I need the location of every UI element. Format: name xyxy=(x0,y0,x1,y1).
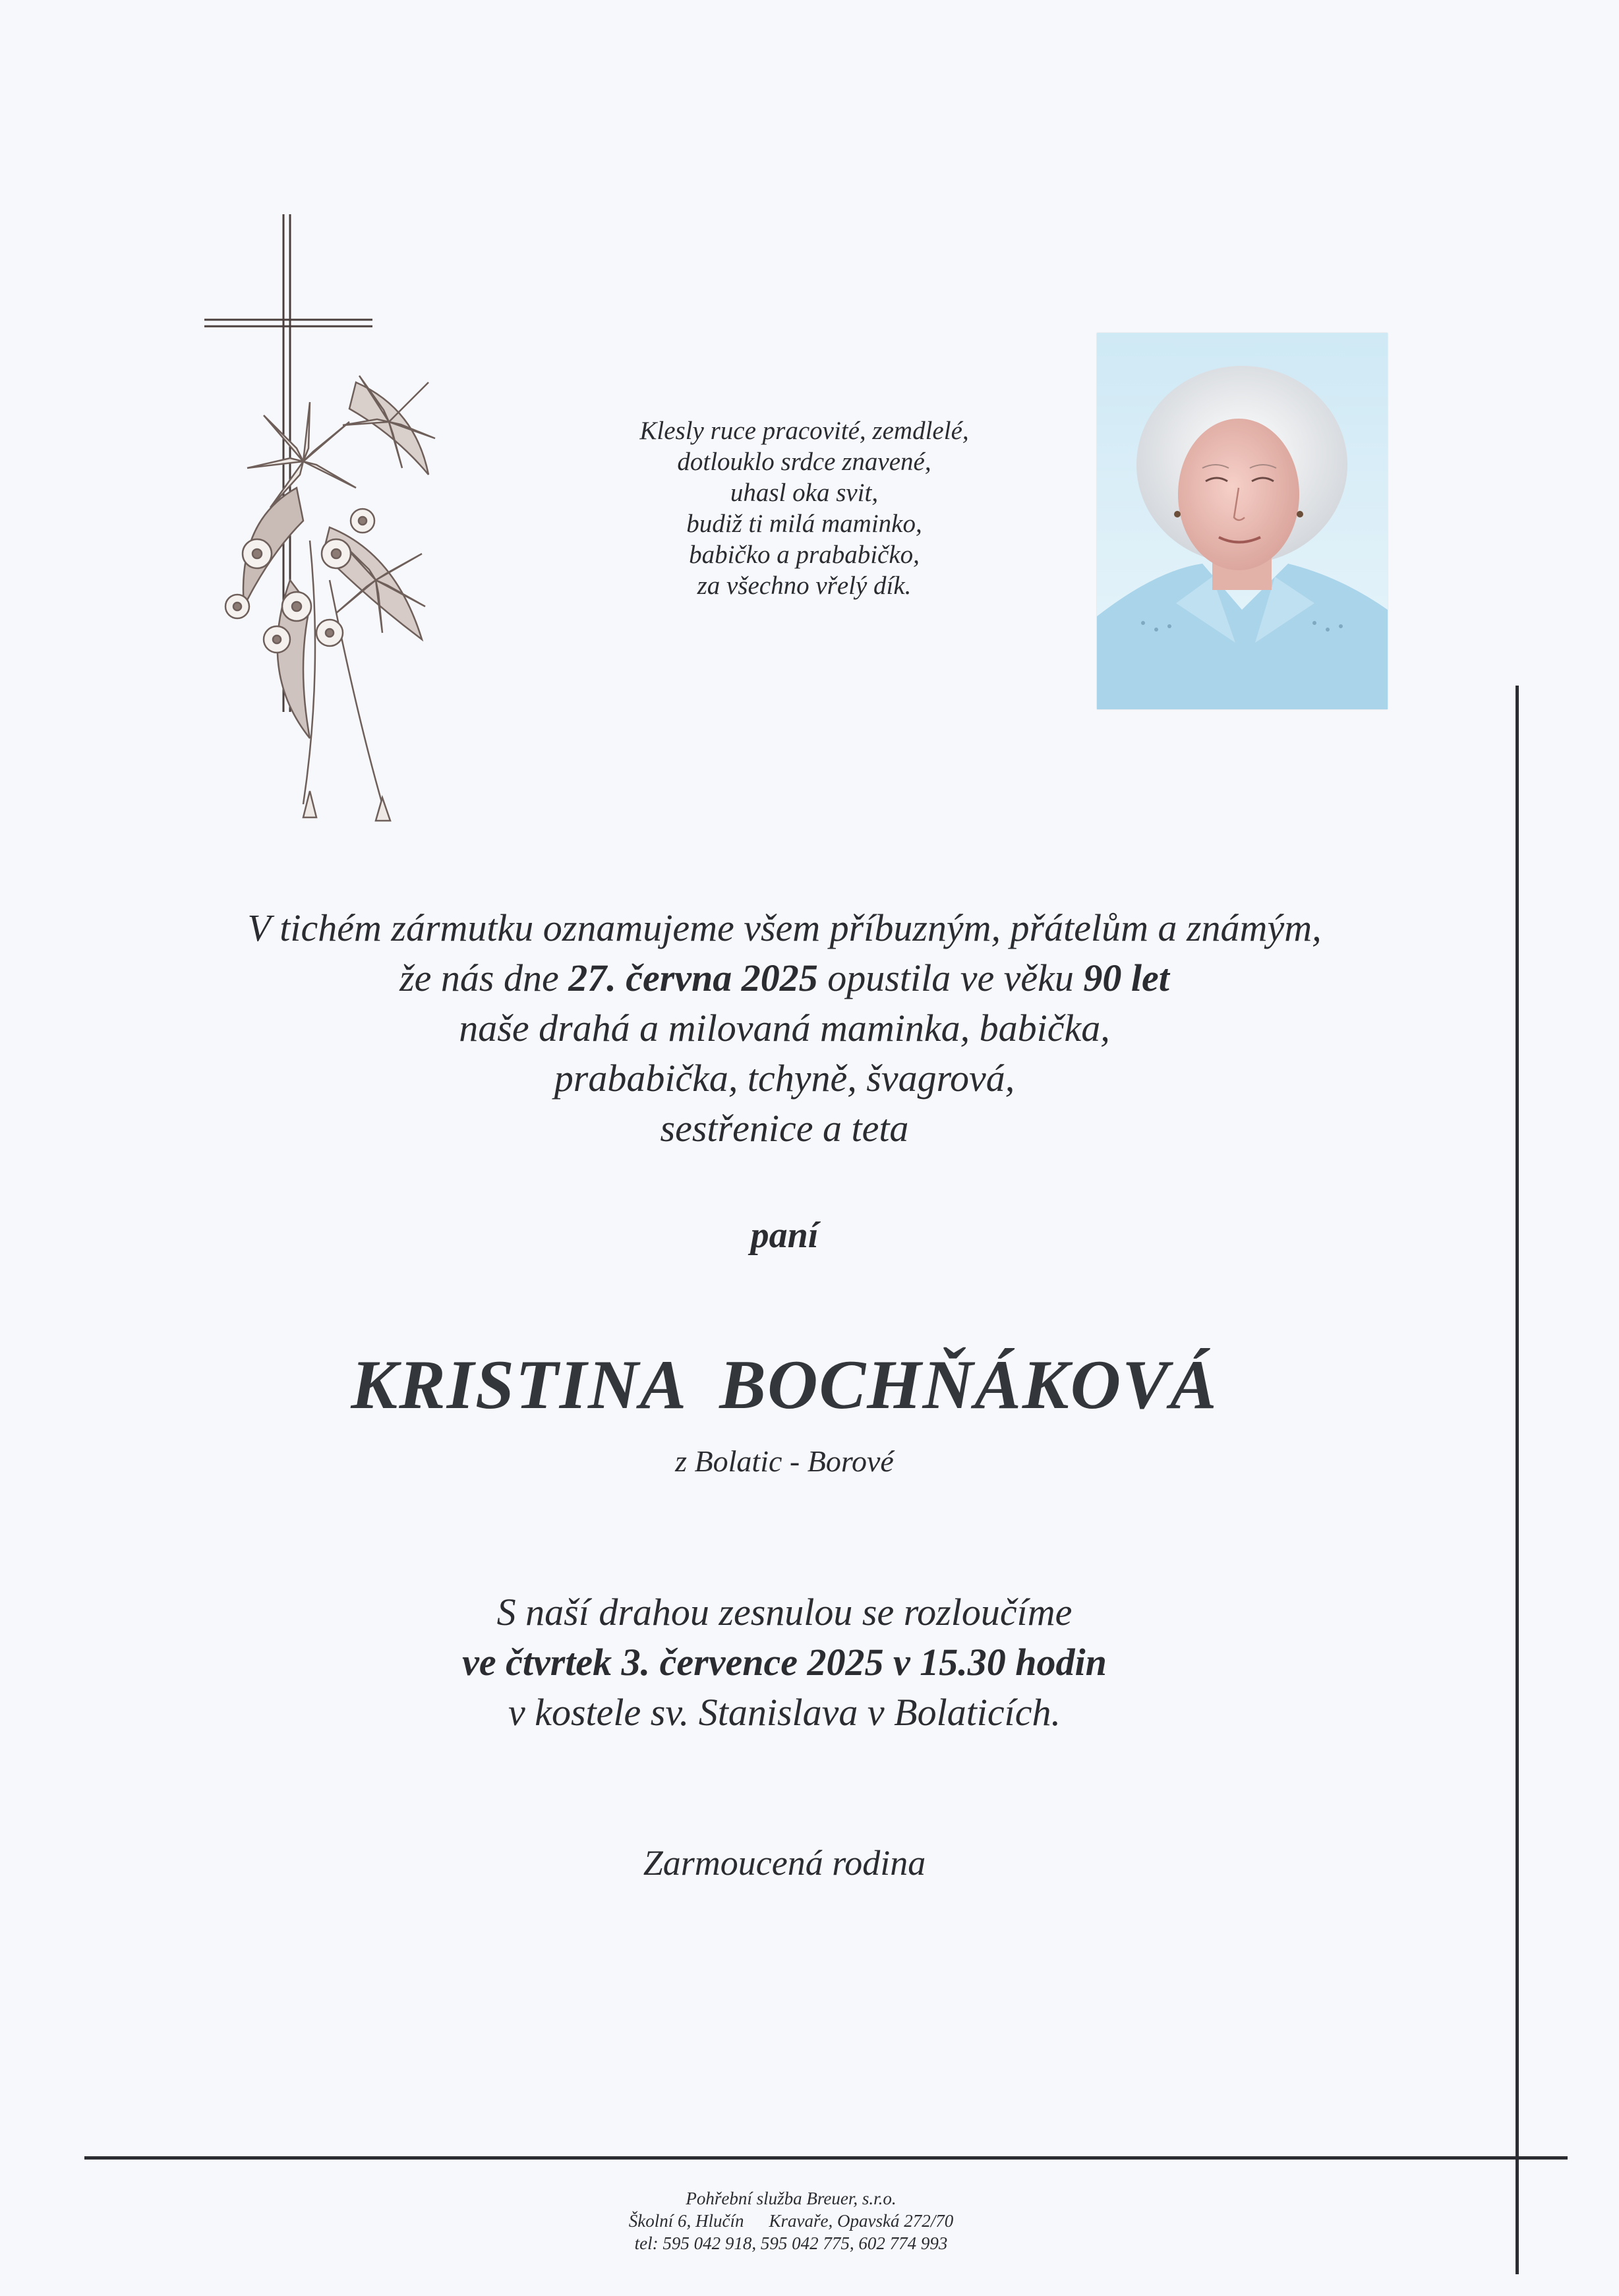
age-at-death: 90 let xyxy=(1083,957,1169,999)
poem-line: dotlouklo srdce znavené, xyxy=(677,448,931,476)
announcement-line: sestřenice a teta xyxy=(660,1107,909,1150)
announcement-text xyxy=(132,903,1437,1154)
text-fragment: opustila ve věku xyxy=(817,957,1084,999)
company-name: Pohřební služba Breuer, s.r.o. xyxy=(686,2189,897,2208)
poem-line: uhasl oka svit, xyxy=(730,479,879,507)
announcement-line: naše drahá a milovaná maminka, babička, xyxy=(459,1007,1110,1049)
farewell-datetime xyxy=(132,1637,1437,1688)
signature: Zarmoucená rodina xyxy=(643,1843,926,1883)
farewell-details xyxy=(132,1587,1437,1738)
portrait-photo xyxy=(1097,333,1388,709)
deceased-origin: z Bolatic - Borové xyxy=(675,1444,894,1478)
farewell-location: v kostele sv. Stanislava v Bolaticích. xyxy=(508,1691,1061,1734)
company-phones: tel: 595 042 918, 595 042 775, 602 774 993 xyxy=(634,2233,948,2253)
poem-line: za všechno vřelý dík. xyxy=(697,572,912,600)
honorific: paní xyxy=(750,1215,819,1256)
poem-line: Klesly ruce pracovité, zemdlelé, xyxy=(639,417,969,445)
cross-with-flowers-icon xyxy=(198,211,541,831)
poem-line: budiž ti milá maminko, xyxy=(686,510,922,538)
date-of-death: 27. června 2025 xyxy=(568,957,818,999)
text-fragment: že nás dne xyxy=(399,957,569,999)
horizontal-rule xyxy=(84,2156,1568,2160)
announcement-date-line xyxy=(132,953,1437,1003)
announcement-line: V tichém zármutku oznamujeme všem příbuzným, přátelům a známým, xyxy=(247,906,1322,949)
vertical-rule xyxy=(1516,686,1519,2274)
address-kravare: Kravaře, Opavská 272/70 xyxy=(769,2211,954,2231)
farewell-datetime-text: ve čtvrtek 3. července 2025 v 15.30 hodin xyxy=(462,1641,1107,1684)
company-addresses xyxy=(461,2210,1121,2232)
deceased-name xyxy=(132,1345,1437,1425)
farewell-line: S naší drahou zesnulou se rozloučíme xyxy=(496,1591,1073,1634)
funeral-service-footer xyxy=(461,2187,1121,2254)
last-name: BOCHŇÁKOVÁ xyxy=(719,1346,1218,1423)
first-name: KRISTINA xyxy=(351,1346,688,1423)
announcement-line: prababička, tchyně, švagrová, xyxy=(554,1057,1015,1100)
address-hlucin: Školní 6, Hlučín xyxy=(628,2211,744,2231)
poem-line: babičko a prababičko, xyxy=(689,541,920,569)
memorial-poem xyxy=(567,415,1042,601)
